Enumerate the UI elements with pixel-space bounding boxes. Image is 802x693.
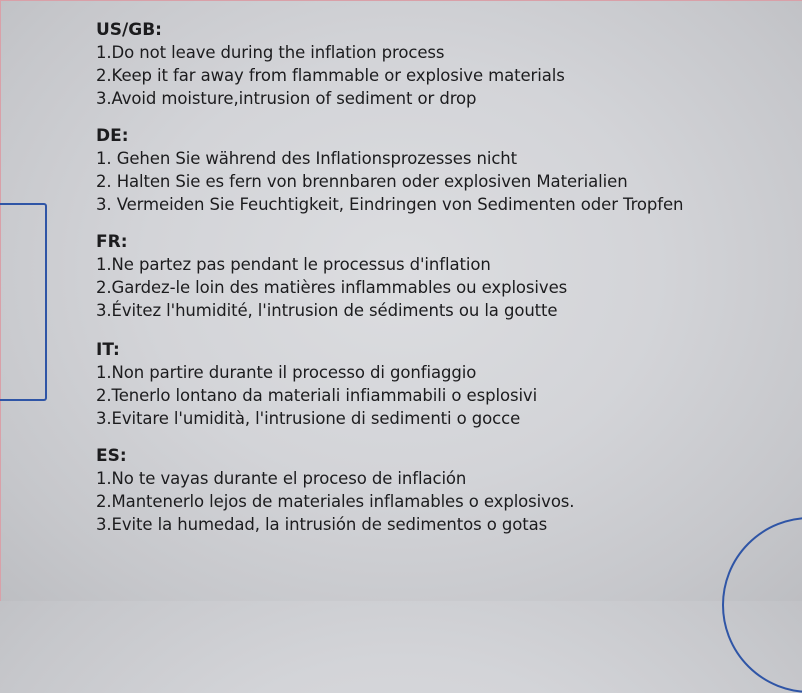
instruction-line: 2.Keep it far away from flammable or explosive materials [96,66,565,85]
top-edge-line [0,0,802,1]
instruction-line: 1.No te vayas durante el proceso de inflación [96,469,467,488]
instruction-line: 2.Tenerlo lontano da materiali infiammabili o esplosivi [96,386,538,405]
warning-instructions [96,19,683,536]
instruction-line: 3.Evitare l'umidità, l'intrusione di sedimenti o gocce [96,409,521,428]
section-es [96,445,683,536]
section-heading: DE: [96,126,129,146]
instruction-line: 3. Vermeiden Sie Feuchtigkeit, Eindringen von Sedimenten oder Tropfen [96,195,684,214]
section-fr [96,231,683,322]
section-heading: FR: [96,232,128,252]
instruction-line: 3.Évitez l'humidité, l'intrusion de sédiments ou la goutte [96,301,558,320]
instruction-line: 2.Mantenerlo lejos de materiales inflamables o explosivos. [96,492,575,511]
instruction-line: 2.Gardez-le loin des matières inflammables ou explosives [96,278,568,297]
instruction-line: 2. Halten Sie es fern von brennbaren oder explosiven Materialien [96,172,628,191]
section-heading: ES: [96,446,127,466]
section-de [96,125,683,216]
instruction-line: 3.Evite la humedad, la intrusión de sedimentos o gotas [96,515,548,534]
decorative-bracket [0,203,47,401]
instruction-line: 1.Do not leave during the inflation process [96,43,445,62]
instruction-line: 1.Ne partez pas pendant le processus d'inflation [96,255,491,274]
section-it [96,339,683,430]
section-heading: US/GB: [96,20,162,40]
decorative-arc [722,517,802,693]
instruction-line: 1. Gehen Sie während des Inflationsprozesses nicht [96,149,518,168]
instruction-line: 1.Non partire durante il processo di gonfiaggio [96,363,477,382]
section-heading: IT: [96,340,120,360]
instruction-line: 3.Avoid moisture,intrusion of sediment or drop [96,89,477,108]
section-us-gb [96,19,683,110]
